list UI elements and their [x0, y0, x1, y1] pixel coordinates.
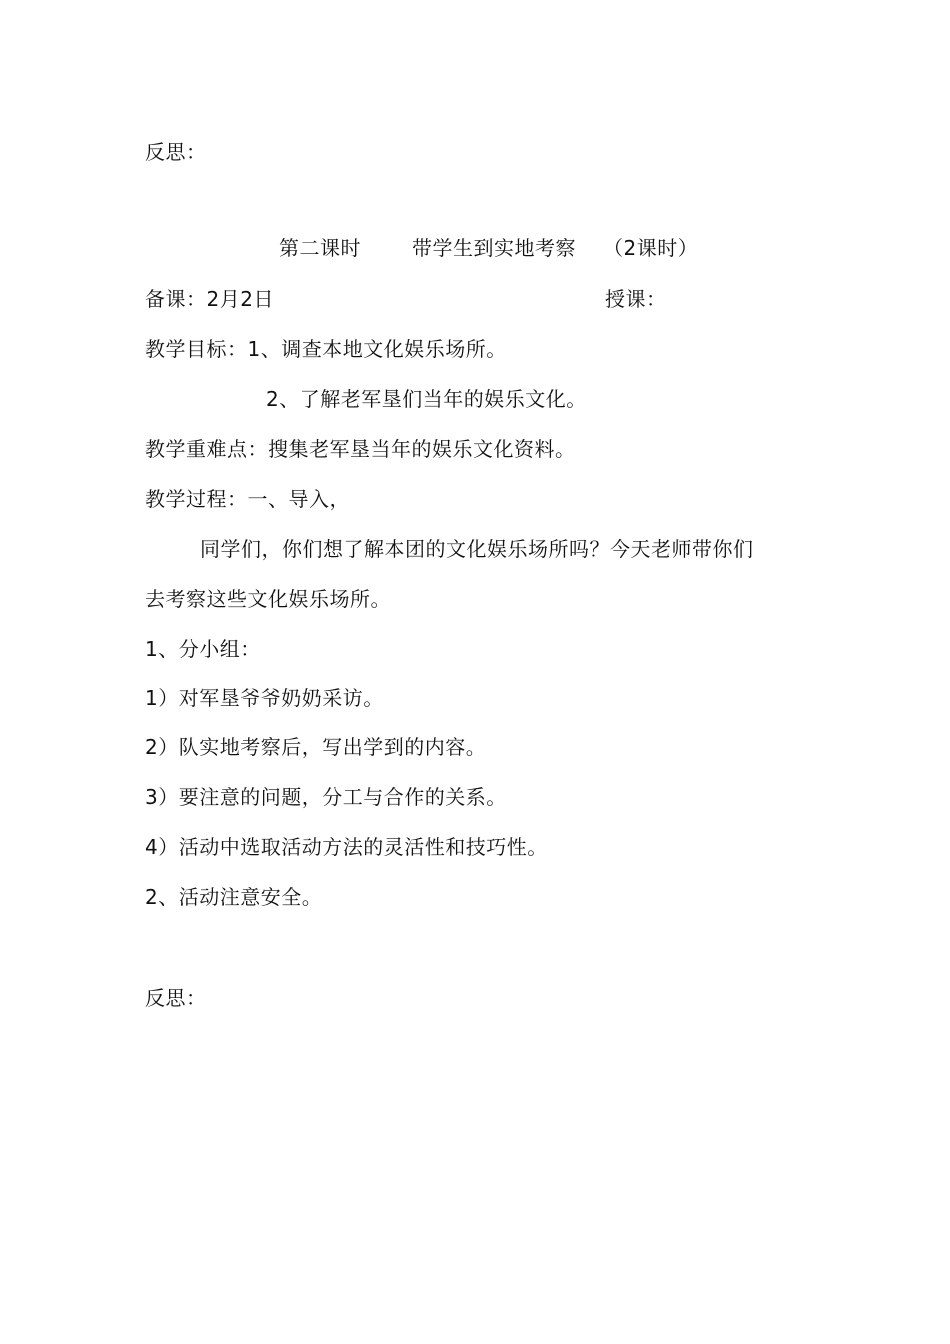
lesson-topic: 带学生到实地考察	[412, 236, 576, 260]
lesson-title: 第二课时	[279, 236, 361, 260]
step-1-heading: 1、分小组：	[145, 637, 261, 661]
teaching-goal-2: 2、了解老军垦们当年的娱乐文化。	[266, 387, 587, 411]
lesson-hours: （2课时）	[603, 236, 699, 260]
process-intro: 教学过程：一、导入，	[145, 487, 350, 511]
prep-date: 备课：2月2日	[145, 287, 274, 311]
step-1-item-3: 3）要注意的问题，分工与合作的关系。	[145, 785, 507, 809]
reflection-label-top: 反思：	[145, 140, 207, 164]
intro-paragraph-line-1: 同学们，你们想了解本团的文化娱乐场所吗？今天老师带你们	[200, 537, 754, 561]
step-1-item-4: 4）活动中选取活动方法的灵活性和技巧性。	[145, 835, 548, 859]
step-2: 2、活动注意安全。	[145, 885, 323, 909]
step-1-item-2: 2）队实地考察后，写出学到的内容。	[145, 735, 487, 759]
teach-date: 授课：	[605, 287, 667, 311]
step-1-item-1: 1）对军垦爷爷奶奶采访。	[145, 686, 384, 710]
reflection-label-bottom: 反思：	[145, 986, 207, 1010]
teaching-goal-1: 教学目标：1、调查本地文化娱乐场所。	[145, 337, 507, 361]
key-difficulty: 教学重难点：搜集老军垦当年的娱乐文化资料。	[145, 437, 576, 461]
intro-paragraph-line-2: 去考察这些文化娱乐场所。	[145, 587, 391, 611]
